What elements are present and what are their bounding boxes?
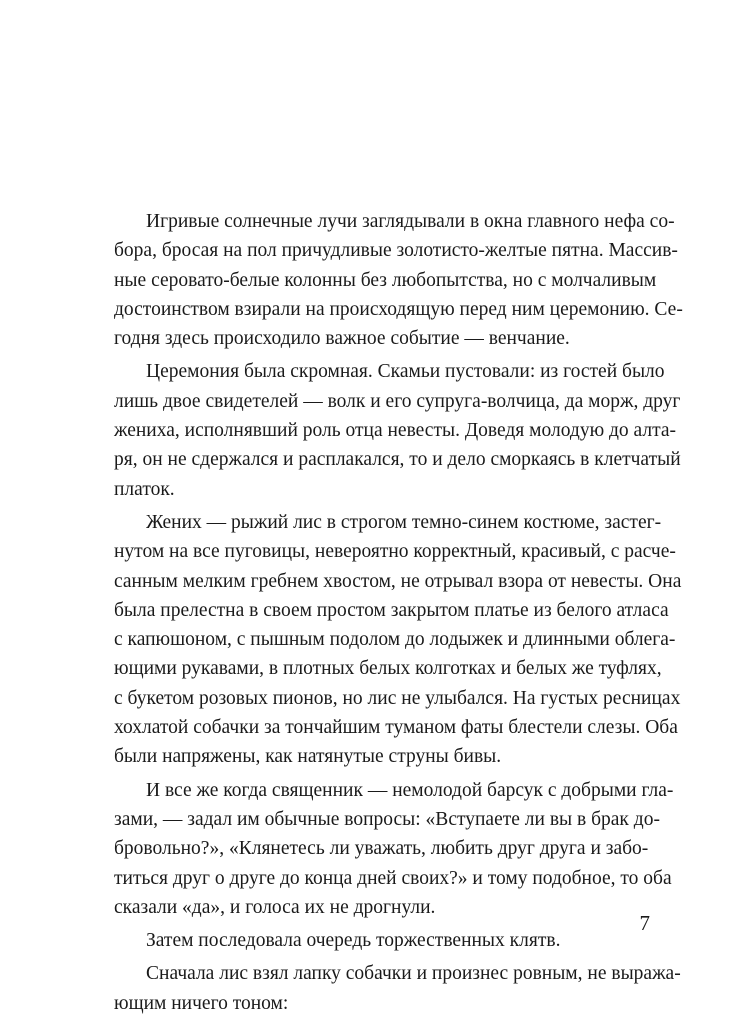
text-line: И все же когда священник — немолодой барсук с добрыми гла- (146, 779, 674, 801)
text-line: зами, — задал им обычные вопросы: «Вступаете ли вы в брак до- (114, 808, 660, 830)
paragraph (114, 508, 682, 772)
text-line: Церемония была скромная. Скамьи пустовали: из гостей было (146, 361, 665, 383)
paragraph (114, 776, 674, 922)
text-line: Затем последовала очередь торжественных клятв. (146, 930, 561, 952)
text-line: лишь двое свидетелей — волк и его супруга-волчица, да морж, друг (114, 390, 681, 412)
body-text (114, 207, 683, 1018)
text-line: сказали «да», и голоса их не дрогнули. (114, 896, 436, 918)
text-line: с капюшоном, с пышным подолом до лодыжек и длинными облега- (114, 629, 676, 651)
text-line: с букетом розовых пионов, но лис не улыбался. На густых ресницах (114, 687, 681, 709)
text-line: нутом на все пуговицы, невероятно корректный, красивый, с расче- (114, 541, 676, 563)
paragraph (114, 357, 681, 503)
text-line: титься друг о друге до конца дней своих?» и тому подобное, то оба (114, 867, 672, 889)
text-line: была прелестна в своем простом закрытом платье из белого атласа (114, 599, 669, 621)
text-line: ря, он не сдержался и расплакался, то и дело сморкаясь в клетчатый (114, 449, 681, 471)
text-line: платок. (114, 478, 175, 500)
text-line: Сначала лис взял лапку собачки и произнес ровным, не выража- (146, 963, 681, 985)
text-line: достоинством взирали на происходящую перед ним церемонию. Се- (114, 298, 683, 320)
text-line: годня здесь происходило важное событие — венчание. (114, 328, 570, 350)
text-line: бровольно?», «Клянетесь ли уважать, любить друг друга и забо- (114, 838, 649, 860)
text-line: Жених — рыжий лис в строгом темно-синем костюме, застег- (146, 511, 662, 533)
paragraph (114, 959, 681, 1018)
text-line: были напряжены, как натянутые струны бивы. (114, 746, 502, 768)
text-line: хохлатой собачки за тончайшим туманом фаты блестели слезы. Оба (114, 717, 678, 739)
page-number: 7 (639, 911, 650, 935)
text-line: ющими рукавами, в плотных белых колготках и белых же туфлях, (114, 658, 662, 680)
text-line: жениха, исполнявший роль отца невесты. Доведя молодую до алта- (114, 420, 677, 442)
text-line: ющим ничего тоном: (114, 992, 289, 1014)
paragraph (114, 207, 683, 353)
text-line: бора, бросая на пол причудливые золотисто-желтые пятна. Массив- (114, 240, 678, 262)
text-line: ные серовато-белые колонны без любопытства, но с молчаливым (114, 269, 657, 291)
text-line: Игривые солнечные лучи заглядывали в окна главного нефа со- (146, 211, 675, 232)
text-line: санным мелким гребнем хвостом, не отрывал взора от невесты. Она (114, 570, 682, 592)
paragraph (114, 926, 642, 955)
